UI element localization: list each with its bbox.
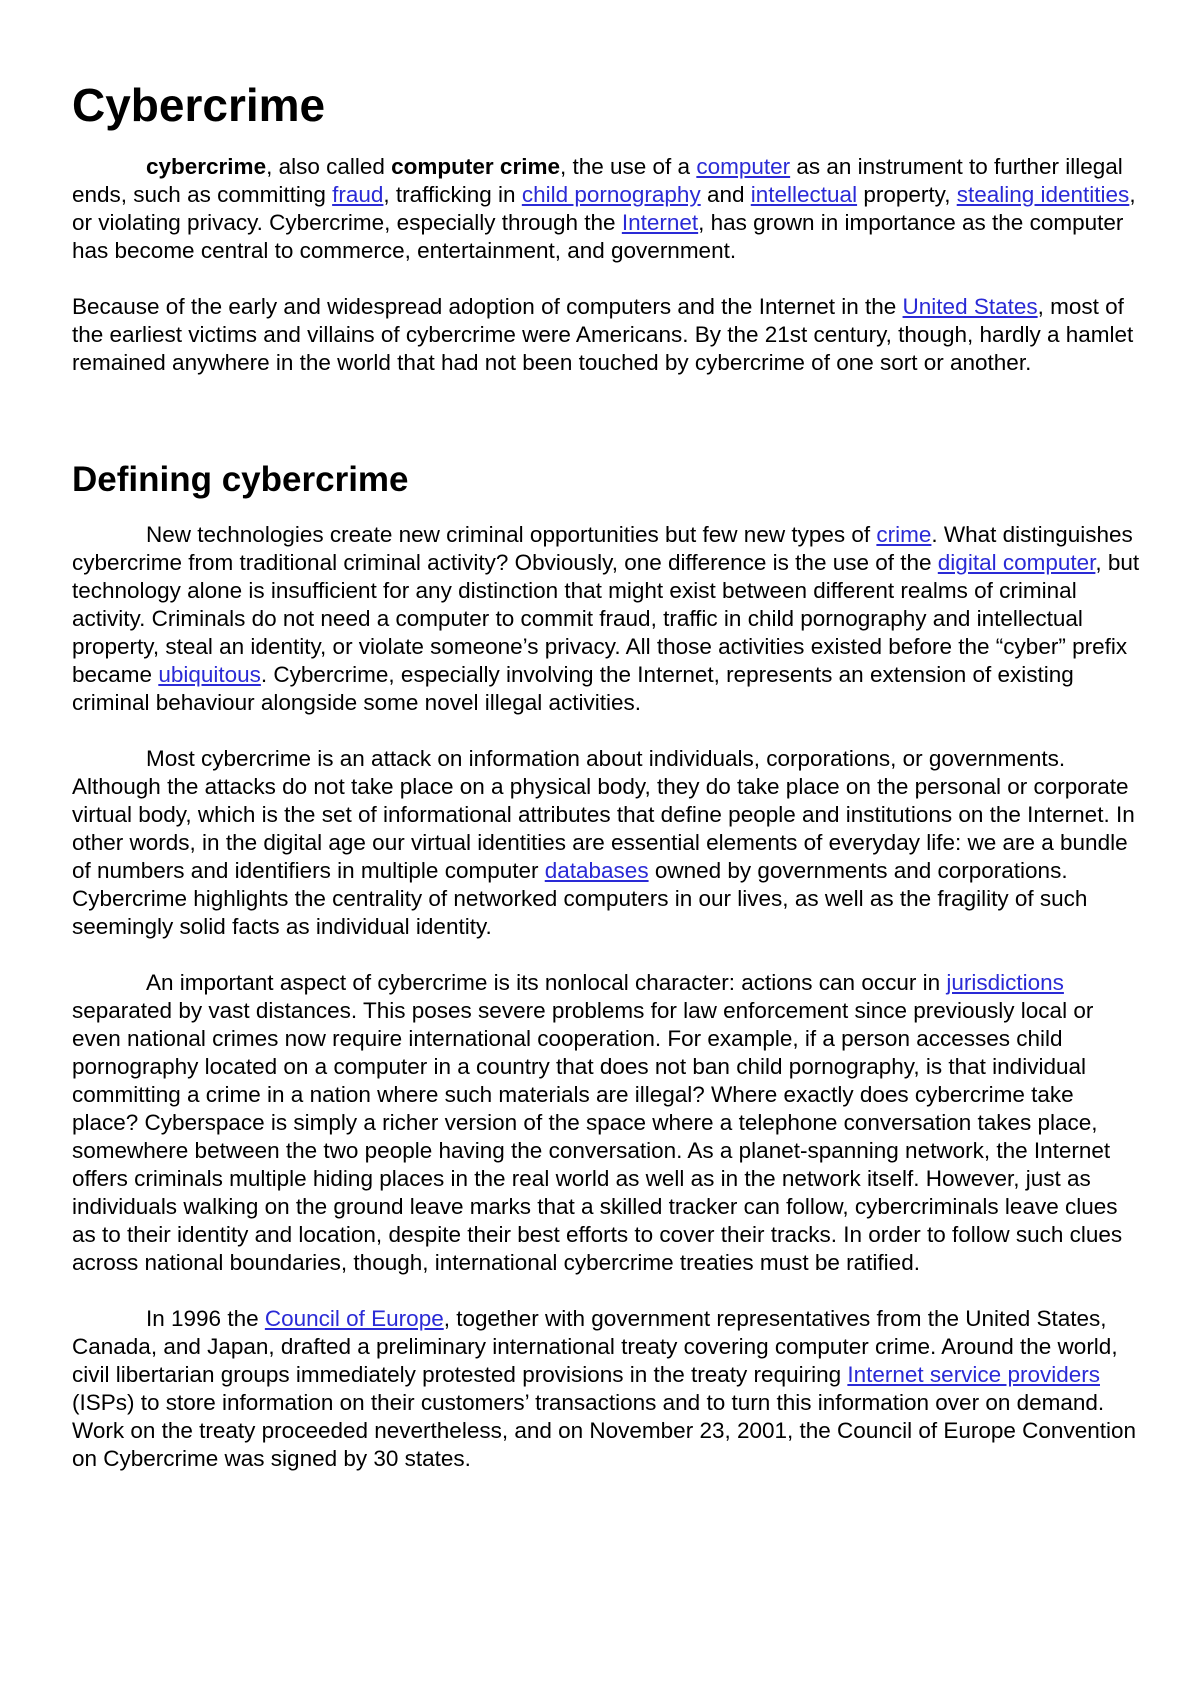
text-span: (ISPs) to store information on their customers’ transactions and to turn this information over on demand. Work on the treaty proceeded nevertheless, and on November 23, 2001, the Council of Europe Convention on Cybercrime was signed by 30 states.: [72, 1390, 1136, 1472]
term-cybercrime: cybercrime: [146, 153, 267, 179]
link-stealing-identities[interactable]: stealing identities: [956, 181, 1130, 207]
link-databases[interactable]: databases: [544, 858, 649, 884]
link-child-pornography[interactable]: child pornography: [521, 181, 701, 207]
text-span: and: [700, 181, 751, 207]
intro-paragraph: [72, 153, 1140, 265]
text-span: Most cybercrime is an attack on information about individuals, corporations, or governments. Although the attacks do not take place on a physical body, they do take place on the personal or corporate virtual body, which is the set of informational attributes that define people and institutions on the Internet. In other words, in the digital age our virtual identities are essential elements of everyday life: we are a bundle of numbers and identifiers in multiple computer: [72, 746, 1135, 884]
text-span: , or violating privacy. Cybercrime, especially through the: [72, 181, 1136, 235]
text-span: , has grown in importance as the computer has become central to commerce, entertainment, and government.: [72, 209, 1124, 263]
text-span: An important aspect of cybercrime is its nonlocal character: actions can occur in: [146, 970, 947, 996]
page-title: Cybercrime: [72, 79, 326, 131]
text-span: separated by vast distances. This poses severe problems for law enforcement since previously local or even national crimes now require international cooperation. For example, if a person accesses child pornography located on a computer in a country that does not ban child pornography, is that individual committing a crime in a nation where such materials are illegal? Where exactly does cybercrime take place? Cyberspace is simply a richer version of the space where a telephone conversation takes place, somewhere between the two people having the conversation. As a planet-spanning network, the Internet offers criminals multiple hiding places in the real world as well as in the network itself. However, just as individuals walking on the ground leave marks that a skilled tracker can follow, cybercriminals leave clues as to their identity and location, despite their best efforts to cover their tracks. In order to follow such clues across national boundaries, though, international cybercrime treaties must be ratified.: [72, 998, 1123, 1276]
paragraph-adoption: [72, 293, 1140, 377]
link-fraud[interactable]: fraud: [332, 181, 384, 207]
paragraph-council-of-europe: [72, 1305, 1140, 1473]
text-span: as an instrument to further illegal ends, such as committing: [72, 153, 1123, 207]
link-ubiquitous[interactable]: ubiquitous: [158, 662, 261, 688]
text-span: In 1996 the: [146, 1306, 265, 1332]
text-span: owned by governments and corporations. Cybercrime highlights the centrality of networked computers in our lives, as well as the fragility of such seemingly solid facts as individual identity.: [72, 858, 1088, 940]
link-crime[interactable]: crime: [876, 522, 932, 548]
link-jurisdictions[interactable]: jurisdictions: [946, 970, 1064, 996]
link-computer[interactable]: computer: [696, 153, 791, 179]
term-computer-crime: computer crime: [391, 153, 560, 179]
link-united-states[interactable]: United States: [902, 293, 1038, 319]
text-span: , together with government representatives from the United States, Canada, and Japan, drafted a preliminary international treaty covering computer crime. Around the world, civil libertarian groups immediately protested provisions in the treaty requiring: [72, 1306, 1118, 1388]
text-span: , most of the earliest victims and villains of cybercrime were Americans. By the 21st century, though, hardly a hamlet remained anywhere in the world that had not been touched by cybercrime of one sort or another.: [72, 293, 1134, 375]
text-span: . What distinguishes cybercrime from traditional criminal activity? Obviously, one difference is the use of the: [72, 522, 1133, 576]
text-span: Because of the early and widespread adoption of computers and the Internet in the: [72, 293, 903, 319]
text-span: property,: [857, 181, 957, 207]
link-internet[interactable]: Internet: [621, 209, 699, 235]
link-council-of-europe[interactable]: Council of Europe: [264, 1306, 444, 1332]
text-span: , also called: [266, 153, 392, 179]
link-intellectual[interactable]: intellectual: [750, 181, 858, 207]
text-span: , the use of a: [559, 153, 697, 179]
text-span: , trafficking in: [383, 181, 522, 207]
link-internet-service-providers[interactable]: Internet service providers: [847, 1362, 1100, 1388]
paragraph-attack-information: [72, 745, 1140, 941]
text-span: , but technology alone is insufficient for any distinction that might exist between different realms of criminal activity. Criminals do not need a computer to commit fraud, traffic in child pornography and intellectual property, steal an identity, or violate someone’s privacy. All those activities existed before the “cyber” prefix became: [72, 550, 1140, 688]
section-heading-defining: Defining cybercrime: [72, 459, 409, 499]
text-span: New technologies create new criminal opportunities but few new types of: [146, 522, 877, 548]
paragraph-nonlocal: [72, 969, 1140, 1277]
text-span: . Cybercrime, especially involving the Internet, represents an extension of existing criminal behaviour alongside some novel illegal activities.: [72, 662, 1074, 716]
link-digital-computer[interactable]: digital computer: [937, 550, 1096, 576]
paragraph-new-technologies: [72, 521, 1140, 717]
